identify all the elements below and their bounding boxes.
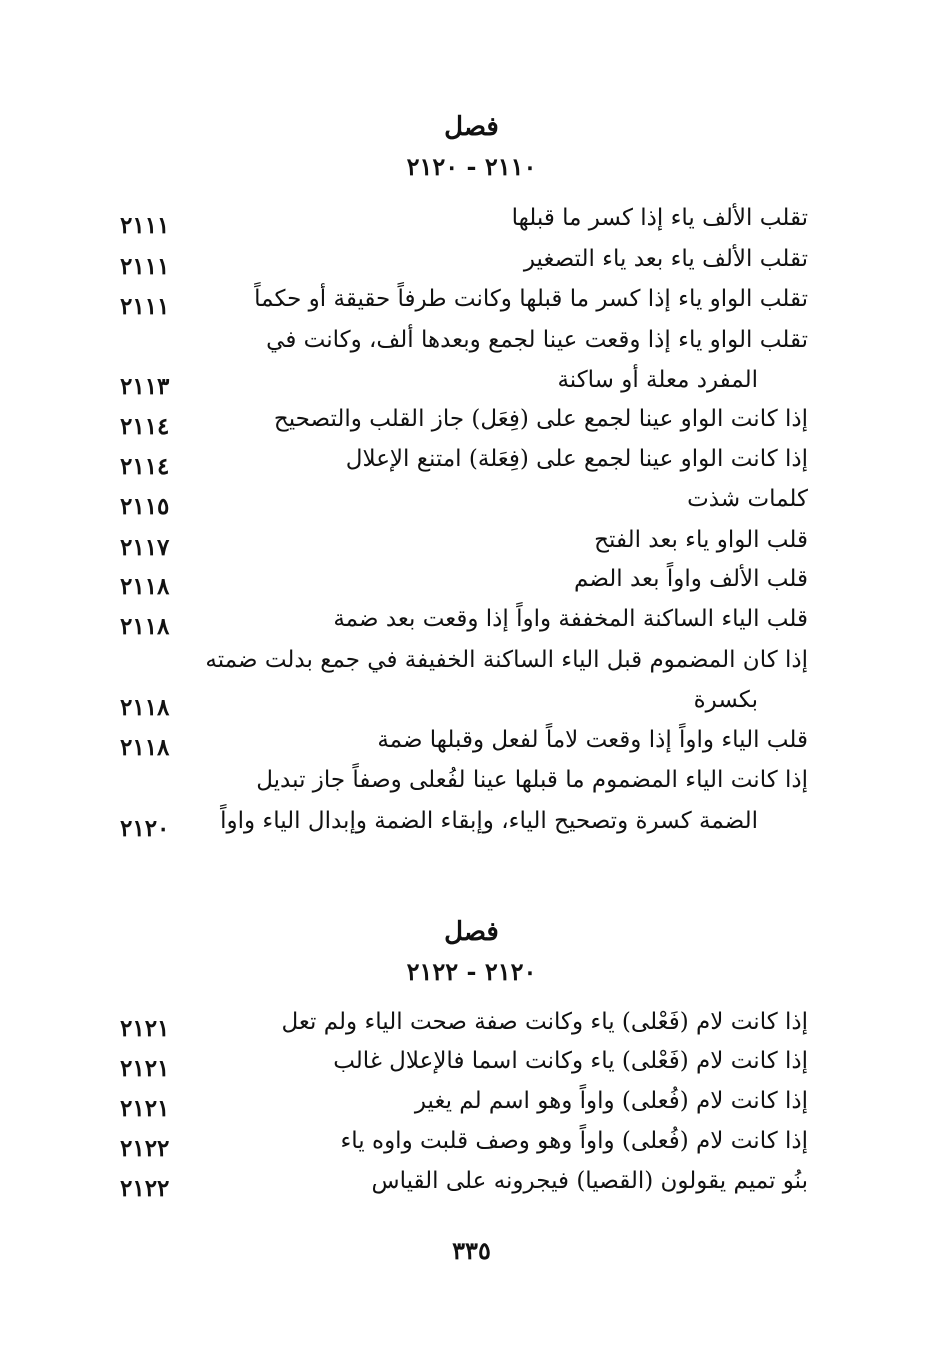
entry-number: ٢١٢٢ <box>120 1135 170 1162</box>
entry-number: ٢١٢١ <box>120 1095 170 1122</box>
entry-number: ٢١١٥ <box>120 493 170 520</box>
entry-number: ٢١١٨ <box>120 613 170 640</box>
entry-number: ٢١١١ <box>120 253 170 280</box>
entry-text: إذا كانت الياء المضموم ما قبلها عينا لفُعلى وصفاً جاز تبديل <box>256 767 808 793</box>
entry-number: ٢١١١ <box>120 293 170 320</box>
entry-text: بنُو تميم يقولون (القصيا) فيجرونه على القياس <box>371 1168 808 1194</box>
entry-number: ٢١١٧ <box>120 534 170 561</box>
entry-number: ٢١١٤ <box>120 453 170 480</box>
entry-text: تقلب الواو ياء إذا كسر ما قبلها وكانت طرفاً حقيقة أو حكماً <box>254 286 808 312</box>
entry-number: ٢١٢١ <box>120 1055 170 1082</box>
entry-number: ٢١١١ <box>120 212 170 239</box>
section-1-title: فصل <box>444 112 499 142</box>
entry-text: كلمات شذت <box>687 486 808 512</box>
entry-text: إذا كان المضموم قبل الياء الساكنة الخفيفة في جمع بدلت ضمته <box>205 647 808 673</box>
section-2-title: فصل <box>444 917 499 947</box>
entry-number: ٢١٢١ <box>120 1015 170 1042</box>
entry-number: ٢١٢٠ <box>120 815 170 842</box>
entry-number: ٢١٢٢ <box>120 1175 170 1202</box>
section-2-range: ٢١٢٠ - ٢١٢٢ <box>406 957 537 986</box>
entry-text: قلب الواو ياء بعد الفتح <box>594 527 808 553</box>
entry-text: إذا كانت لام (فُعلى) واواً وهو اسم لم يغير <box>414 1088 808 1114</box>
entry-text-continuation: المفرد معلة أو ساكنة <box>557 367 758 393</box>
entry-text: إذا كانت لام (فَعْلى) ياء وكانت اسما فالإعلال غالب <box>333 1048 808 1074</box>
entry-number: ٢١١٣ <box>120 373 170 400</box>
entry-number: ٢١١٨ <box>120 573 170 600</box>
entry-text: إذا كانت الواو عينا لجمع على (فِعَلة) امتنع الإعلال <box>345 446 808 472</box>
page-number: ٣٣٥ <box>452 1236 491 1265</box>
entry-text: إذا كانت الواو عينا لجمع على (فِعَل) جاز القلب والتصحيح <box>273 406 808 432</box>
entry-text: تقلب الألف ياء إذا كسر ما قبلها <box>511 205 808 231</box>
entry-number: ٢١١٨ <box>120 694 170 721</box>
section-1-range: ٢١١٠ - ٢١٢٠ <box>406 152 537 181</box>
entry-text-continuation: بكسرة <box>693 687 758 713</box>
entry-text: تقلب الواو ياء إذا وقعت عينا لجمع وبعدها ألف، وكانت في <box>266 327 808 353</box>
entry-text: إذا كانت لام (فُعلى) واواً وهو وصف قلبت واوه ياء <box>340 1128 808 1154</box>
entry-text: قلب الألف واواً بعد الضم <box>574 566 808 592</box>
entry-number: ٢١١٤ <box>120 413 170 440</box>
entry-text: قلب الياء الساكنة المخففة واواً إذا وقعت بعد ضمة <box>333 606 808 632</box>
entry-number: ٢١١٨ <box>120 734 170 761</box>
entry-text: قلب الياء واواً إذا وقعت لاماً لفعل وقبلها ضمة <box>377 727 808 753</box>
entry-text: إذا كانت لام (فَعْلى) ياء وكانت صفة صحت الياء ولم تعل <box>281 1009 808 1035</box>
entry-text-continuation: الضمة كسرة وتصحيح الياء، وإبقاء الضمة وإبدال الياء واواً <box>220 808 758 834</box>
entry-text: تقلب الألف ياء بعد ياء التصغير <box>523 246 808 272</box>
